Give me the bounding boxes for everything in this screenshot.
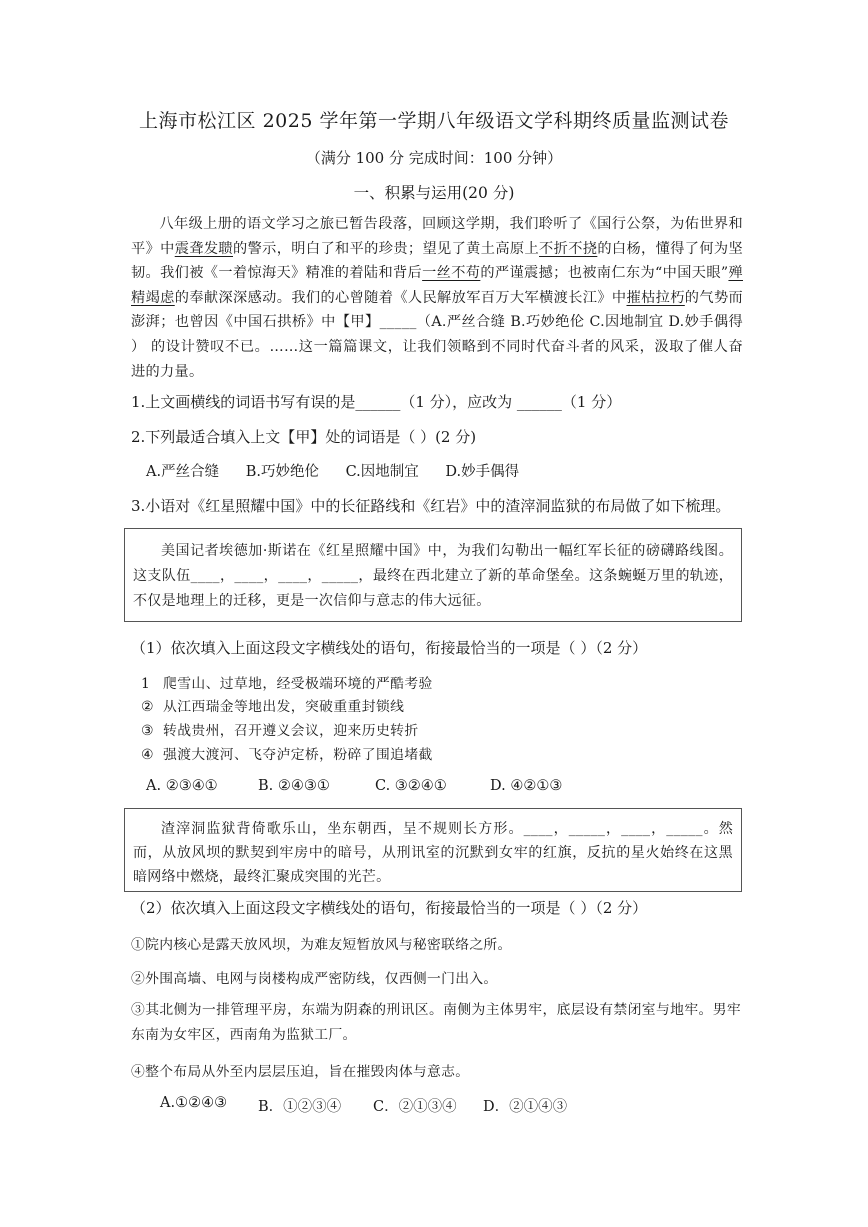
list-item: ④整个布局从外至内层层压迫，旨在摧毁肉体与意志。 [131, 1064, 470, 1080]
page-title: 上海市松江区 2025 学年第一学期八年级语文学科期终质量监测试卷 [139, 110, 729, 132]
list-item: ①院内核心是露天放风坝，为难友短暂放风与秘密联络之所。 [131, 937, 512, 953]
option-a: A.严丝合缝 [146, 464, 220, 480]
choice-a: A.①②④③ [160, 1095, 228, 1111]
passage-text: 的气势而澎湃；也曾因《中国石拱桥》中【甲】_____（A.严丝合缝 B.巧妙绝伦 C.因地制宜 D.妙手偶得 ） 的设计赞叹不已。……这一篇篇课文，让我们领略到不同时代奋斗者的风采，汲取了催人奋进的力量。 [131, 289, 744, 380]
choice-c: C．②①③④ [373, 1099, 457, 1115]
prison-layout-box: 渣滓洞监狱背倚歌乐山，坐东朝西，呈不规则长方形。____，_____，____，_____。然而，从放风坝的默契到牢房中的暗号，从刑讯室的沉默到女牢的红旗，反抗的星火始终在这黑暗网络中燃烧，最终汇聚成突围的光芒。 [124, 808, 742, 892]
list-item: ③其北侧为一排管理平房，东端为阴森的刑讯区。南侧为主体男牢，底层设有禁闭室与地牢。男牢东南为女牢区，西南角为监狱工厂。 [131, 1002, 741, 1043]
option-b: B.巧妙绝伦 [245, 464, 319, 480]
item-number: ② [141, 699, 154, 715]
choice-b: B．①②③④ [258, 1099, 342, 1115]
item-text: 强渡大渡河、飞夺泸定桥，粉碎了围追堵截 [163, 747, 433, 763]
list-item [141, 743, 433, 763]
underlined-word: 震聋发聩 [174, 240, 234, 257]
passage-text: 的严谨震撼；也被南仁东为“中国天眼” [480, 265, 729, 282]
choice-a: A. ②③④① [146, 778, 218, 794]
intro-passage [131, 212, 743, 384]
question-1: 1.上文画横线的词语书写有误的是______（1 分），应改为 ______（1 分） [131, 393, 622, 411]
passage-text: 的奉献深深感动。我们的心曾随着《人民解放军百万大军横渡长江》中 [174, 289, 627, 306]
option-d: D.妙手偶得 [445, 464, 520, 480]
item-text: 从江西瑞金等地出发，突破重重封锁线 [163, 699, 405, 715]
underlined-word: 摧枯拉朽 [626, 289, 685, 306]
list-item [141, 695, 404, 715]
choice-c: C. ③②④① [375, 778, 447, 794]
item-number: 1 [141, 676, 151, 692]
choice-d: D. ④②①③ [490, 778, 563, 794]
underlined-word: 一丝不苟 [422, 265, 481, 282]
passage-text: 八年级上册的语文学习之旅已暂告段落，回顾这学期，我们聆听了《国行公祭，为佑世界和平》中 [131, 216, 743, 257]
choice-d: D．②①④③ [483, 1099, 568, 1115]
item-number: ③ [141, 723, 154, 739]
list-item: ②外围高墙、电网与岗楼构成严密防线，仅西侧一门出入。 [131, 971, 498, 987]
section-heading: 一、积累与运用(20 分) [353, 184, 515, 202]
passage-text: 的警示，明白了和平的珍贵；望见了黄土高原上 [233, 240, 540, 257]
item-text: 转战贵州，召开遵义会议，迎来历史转折 [163, 723, 419, 739]
list-item [141, 719, 419, 739]
choice-b: B. ②④③① [258, 778, 330, 794]
passage-text: 的白杨，懂得了何为坚韧。我们被《一着惊海天》精准的着陆和背后 [131, 240, 743, 282]
question-2: 2.下列最适合填入上文【甲】处的词语是（ ）(2 分) [131, 428, 477, 446]
underlined-word: 殚精竭虑 [131, 265, 743, 306]
question-3-sub-2: （2）依次填入上面这段文字横线处的语句，衔接最恰当的一项是（ ）（2 分） [131, 899, 648, 917]
option-c: C.因地制宜 [345, 464, 419, 480]
question-2-options [146, 460, 541, 481]
exam-subtitle: （满分 100 分 完成时间：100 分钟） [305, 149, 563, 167]
list-item [141, 672, 433, 692]
item-text: 爬雪山、过草地，经受极端环境的严酷考验 [163, 676, 433, 692]
question-3-sub-1: （1）依次填入上面这段文字横线处的语句，衔接最恰当的一项是（ ）（2 分） [131, 639, 648, 657]
underlined-word: 不折不挠 [539, 240, 598, 257]
question-3: 3.小语对《红星照耀中国》中的长征路线和《红岩》中的渣滓洞监狱的布局做了如下梳理。 [131, 497, 731, 515]
item-number: ④ [141, 747, 154, 763]
long-march-box: 美国记者埃德加·斯诺在《红星照耀中国》中，为我们勾勒出一幅红军长征的磅礴路线图。这支队伍____，____，____，_____，最终在西北建立了新的革命堡垒。这条蜿蜒万里的轨迹，不仅是地理上的迁移，更是一次信仰与意志的伟大远征。 [124, 528, 742, 622]
